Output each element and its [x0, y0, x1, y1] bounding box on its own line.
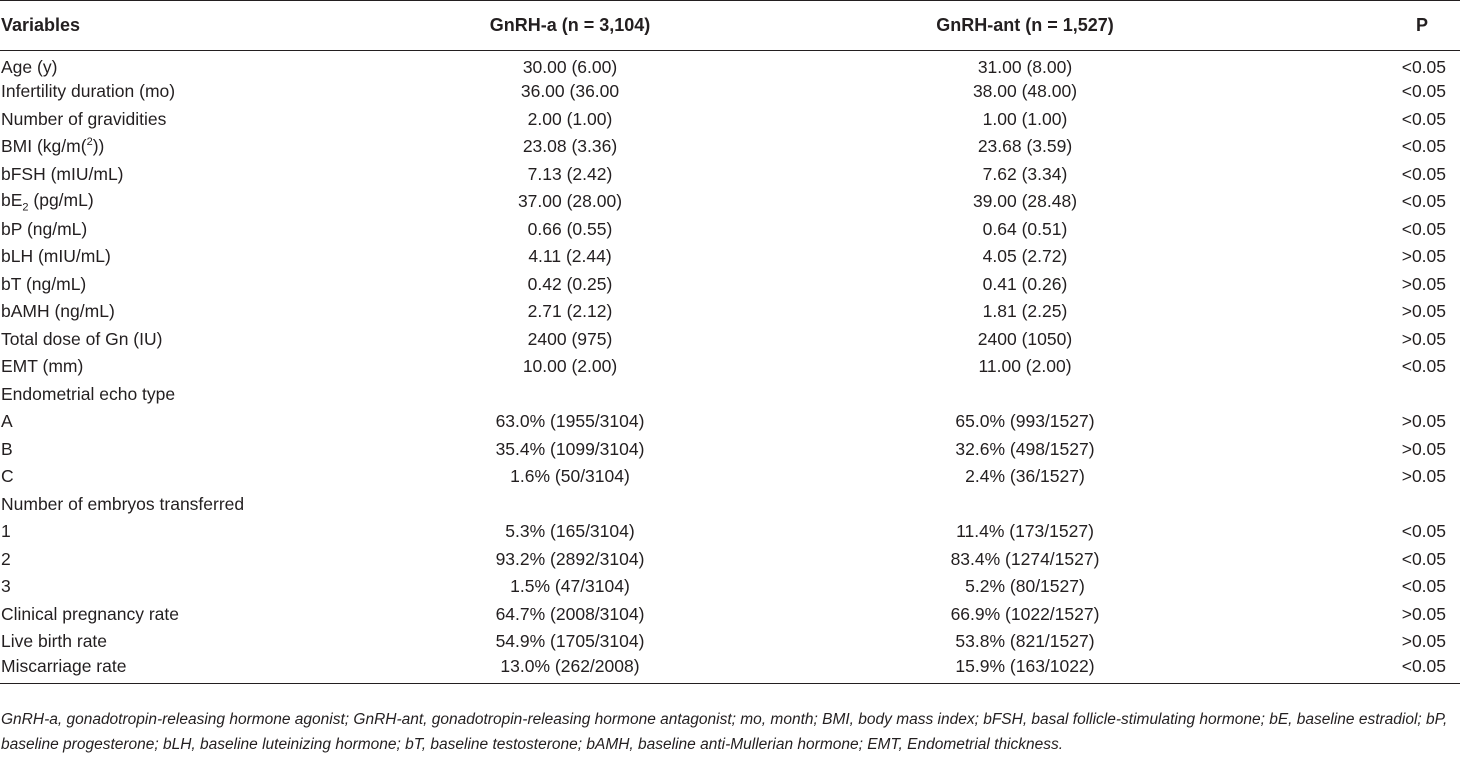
cell-p: <0.05: [1401, 356, 1446, 377]
cell-variable: Endometrial echo type: [1, 383, 176, 404]
cell-gnrh-ant: 31.00 (8.00): [977, 57, 1073, 77]
table-row: [0, 353, 1460, 381]
cell-gnrh-ant: 32.6% (498/1527): [955, 438, 1095, 459]
cell-gnrh-ant: 15.9% (163/1022): [780, 656, 1270, 684]
table-row: [0, 271, 1460, 299]
cell-gnrh-ant: 1.00 (1.00): [982, 108, 1068, 129]
be2-label-prefix: bE: [1, 190, 23, 210]
cell-p: <0.05: [1270, 656, 1460, 684]
cell-gnrh-ant: 83.4% (1274/1527): [950, 548, 1100, 569]
cell-p: >0.05: [1401, 328, 1446, 349]
table-row: [0, 491, 1460, 519]
cell-gnrh-ant: 5.2% (80/1527): [965, 576, 1085, 597]
table-row: [0, 546, 1460, 574]
cell-variable: [0, 133, 360, 161]
table-row: [0, 78, 1460, 106]
cell-gnrh-ant: 4.05 (2.72): [982, 246, 1068, 267]
cell-gnrh-ant: 2400 (1050): [977, 328, 1073, 349]
cell-gnrh-a: 10.00 (2.00): [522, 356, 618, 377]
cell-gnrh-ant: [780, 491, 1270, 519]
cell-gnrh-ant: 66.9% (1022/1527): [950, 603, 1100, 624]
cell-gnrh-a: 93.2% (2892/3104): [495, 548, 645, 569]
cell-variable: Total dose of Gn (IU): [1, 328, 163, 349]
cell-gnrh-ant: 11.00 (2.00): [978, 356, 1072, 377]
table-row: [0, 161, 1460, 189]
cell-variable: bFSH (mIU/mL): [1, 163, 124, 184]
table-footnote: GnRH-a, gonadotropin-releasing hormone agonist; GnRH-ant, gonadotropin-releasing hormone antagonist; mo, month; BMI, body mass index; bFSH, basal follicle-stimulating hormone; bE, baseline estradiol; bP, baseline progesterone; bLH, baseline luteinizing hormone; bT, baseline testosterone; bAMH, baseline anti-Mullerian hormone; EMT, Endometrial thickness.: [1, 711, 1448, 753]
header-p: P: [1270, 1, 1460, 51]
cell-variable: Live birth rate: [1, 631, 108, 652]
table-row: [0, 518, 1460, 546]
cell-gnrh-a: [360, 491, 780, 519]
table-body: [0, 51, 1460, 684]
cell-gnrh-a: 37.00 (28.00): [517, 191, 623, 212]
table-row: [0, 51, 1460, 79]
cell-variable: bT (ng/mL): [1, 273, 87, 294]
cell-variable: Number of embryos transferred: [1, 493, 245, 514]
table-row: [0, 298, 1460, 326]
cell-variable: Miscarriage rate: [0, 656, 360, 684]
cell-gnrh-a: 63.0% (1955/3104): [495, 411, 645, 432]
table-row: [0, 408, 1460, 436]
cell-gnrh-a: 23.08 (3.36): [522, 136, 618, 157]
cell-p: <0.05: [1401, 163, 1446, 184]
cell-gnrh-a: 2.71 (2.12): [527, 301, 613, 322]
cell-p: <0.05: [1401, 218, 1446, 239]
cell-gnrh-a: 1.6% (50/3104): [510, 466, 630, 487]
cell-p: <0.05: [1401, 57, 1446, 77]
cell-gnrh-ant: 11.4% (173/1527): [956, 521, 1094, 542]
bmi-label-prefix: BMI (kg/m(: [1, 136, 87, 157]
cell-gnrh-a: 30.00 (6.00): [522, 57, 618, 77]
cell-gnrh-ant: 53.8% (821/1527): [955, 631, 1095, 652]
cell-gnrh-a: [360, 381, 780, 409]
cell-gnrh-a: 35.4% (1099/3104): [495, 438, 645, 459]
cell-p: >0.05: [1401, 273, 1446, 294]
table-row: [0, 656, 1460, 684]
cell-gnrh-a: 13.0% (262/2008): [360, 656, 780, 684]
table-row: [0, 106, 1460, 134]
table-row: [0, 436, 1460, 464]
cell-variable: 2: [1, 548, 11, 569]
cell-gnrh-a: 36.00 (36.00: [520, 81, 620, 102]
cell-p: >0.05: [1401, 301, 1446, 322]
header-variables: Variables: [0, 1, 360, 51]
be2-label-suffix: (pg/mL): [28, 190, 94, 210]
cell-gnrh-a: 1.5% (47/3104): [510, 576, 630, 597]
cell-variable: C: [1, 466, 14, 487]
table-row: [0, 628, 1460, 656]
cell-p: <0.05: [1401, 521, 1446, 542]
bmi-label-sup: 2: [86, 136, 93, 149]
be2-label-sub: 2: [22, 201, 29, 214]
cell-p: <0.05: [1401, 136, 1446, 157]
cell-p: >0.05: [1401, 438, 1446, 459]
cell-variable: Infertility duration (mo): [1, 81, 176, 102]
table-header: [0, 1, 1460, 51]
cell-p: >0.05: [1401, 631, 1446, 652]
cell-gnrh-ant: 38.00 (48.00): [972, 81, 1078, 102]
cell-variable: bP (ng/mL): [1, 218, 88, 239]
cell-variable: Age (y): [1, 57, 58, 77]
header-gnrh-ant: GnRH-ant (n = 1,527): [780, 1, 1270, 51]
cell-gnrh-ant: 39.00 (28.48): [972, 191, 1078, 212]
cell-p: >0.05: [1401, 246, 1446, 267]
cell-variable: Clinical pregnancy rate: [1, 603, 180, 624]
cell-variable: [0, 188, 360, 216]
cell-gnrh-ant: 1.81 (2.25): [982, 301, 1068, 322]
header-gnrh-a: GnRH-a (n = 3,104): [360, 1, 780, 51]
bmi-label-suffix: )): [92, 136, 105, 157]
cell-p: >0.05: [1401, 603, 1446, 624]
cell-variable: A: [1, 411, 13, 432]
cell-gnrh-a: 0.42 (0.25): [527, 273, 613, 294]
cell-gnrh-a: 0.66 (0.55): [527, 218, 613, 239]
cell-gnrh-ant: 65.0% (993/1527): [955, 411, 1095, 432]
cell-variable: EMT (mm): [1, 356, 84, 377]
table-row: [0, 133, 1460, 161]
table-row: [0, 326, 1460, 354]
cell-gnrh-a: 2.00 (1.00): [527, 108, 613, 129]
cell-p: >0.05: [1401, 466, 1446, 487]
cell-p: [1270, 491, 1460, 519]
header-row: [0, 1, 1460, 51]
cell-gnrh-a: 2400 (975): [527, 328, 613, 349]
cell-gnrh-ant: 23.68 (3.59): [977, 136, 1073, 157]
cell-gnrh-ant: [780, 381, 1270, 409]
cell-variable: 1: [1, 521, 11, 542]
cell-variable: bAMH (ng/mL): [1, 301, 115, 322]
cell-p: <0.05: [1401, 81, 1446, 102]
cell-gnrh-ant: 2.4% (36/1527): [965, 466, 1085, 487]
table-row: [0, 573, 1460, 601]
table-row: [0, 381, 1460, 409]
cell-variable: bLH (mIU/mL): [1, 246, 111, 267]
cell-p: <0.05: [1401, 191, 1446, 212]
cell-p: [1270, 381, 1460, 409]
table-row: [0, 188, 1460, 216]
cell-gnrh-a: 7.13 (2.42): [527, 163, 613, 184]
cell-gnrh-a: 5.3% (165/3104): [505, 521, 635, 542]
table-row: [0, 243, 1460, 271]
cell-gnrh-a: 54.9% (1705/3104): [495, 631, 645, 652]
cell-gnrh-ant: 0.41 (0.26): [982, 273, 1068, 294]
cell-gnrh-ant: 7.62 (3.34): [982, 163, 1068, 184]
cell-variable: Number of gravidities: [1, 108, 167, 129]
table-row: [0, 463, 1460, 491]
cell-p: <0.05: [1401, 548, 1446, 569]
cell-gnrh-a: 4.11 (2.44): [528, 246, 612, 267]
cell-gnrh-ant: 0.64 (0.51): [982, 218, 1068, 239]
table-row: [0, 216, 1460, 244]
cell-p: <0.05: [1401, 108, 1446, 129]
cell-gnrh-a: 64.7% (2008/3104): [495, 603, 645, 624]
cell-p: <0.05: [1401, 576, 1446, 597]
cell-p: >0.05: [1401, 411, 1446, 432]
cell-variable: 3: [1, 576, 11, 597]
cell-variable: B: [1, 438, 13, 459]
table-row: [0, 601, 1460, 629]
